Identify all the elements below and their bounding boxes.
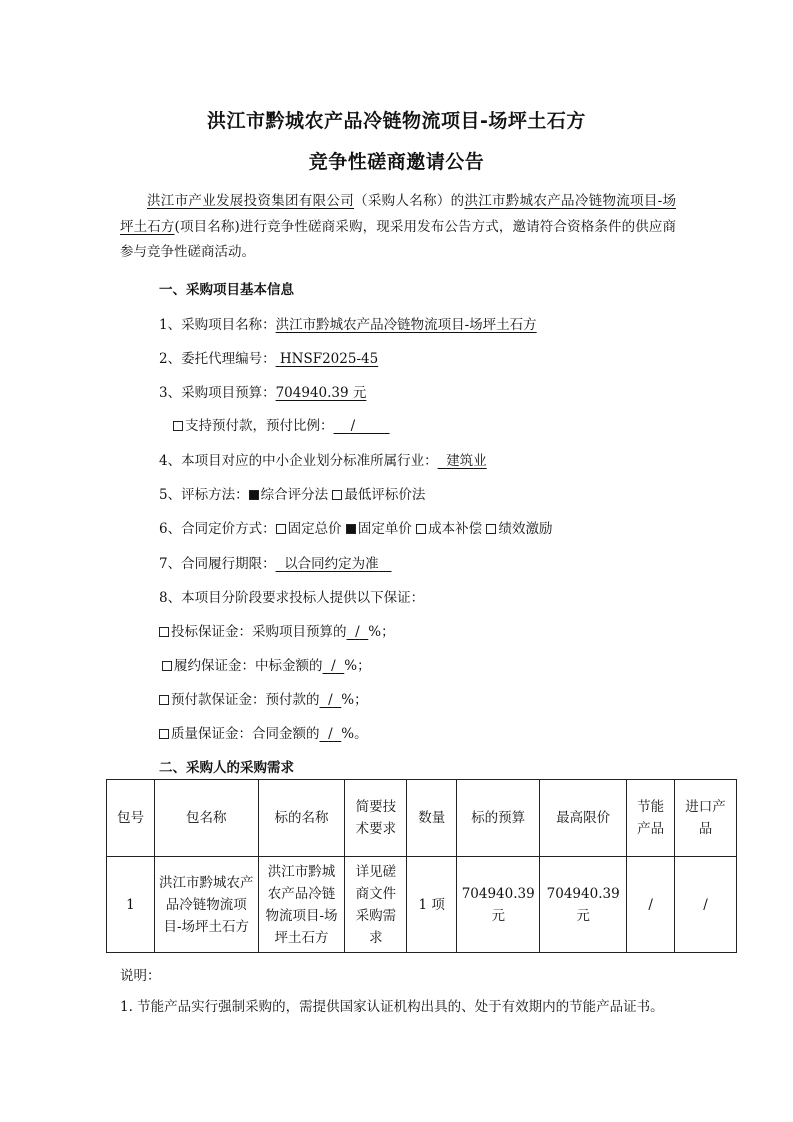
item2-value xyxy=(276,351,379,367)
section1-heading: 一、采购项目基本信息 xyxy=(159,282,294,298)
price-option3-checkbox[interactable] xyxy=(416,524,426,534)
bond-prepayment-value-text: / xyxy=(328,692,333,708)
prepay-label: 支持预付款，预付比例： xyxy=(185,418,334,434)
item5-label: 5、评标方法： xyxy=(159,487,249,503)
cell-package-name: 洪江市黔城农产品冷链物流项目-场坪土石方 xyxy=(154,857,258,953)
item4-label: 4、本项目对应的中小企业划分标准所属行业： xyxy=(159,453,438,469)
eval-option2-checkbox[interactable] xyxy=(332,490,342,500)
bond-quality xyxy=(159,722,368,742)
prepay-value xyxy=(334,418,390,434)
project-name: 洪江市黔城农产品冷链物流项目-场坪土石方 xyxy=(120,193,677,235)
eval-option2-label: 最低评标价法 xyxy=(344,487,426,503)
item-pricing-method xyxy=(159,517,552,537)
notes-label: 说明： xyxy=(120,968,161,984)
section2-heading: 二、采购人的采购需求 xyxy=(159,760,294,776)
cell-energy-saving: / xyxy=(627,857,675,953)
price-option4-label: 绩效激励 xyxy=(498,521,553,537)
header-package-name: 包名称 xyxy=(154,780,258,857)
table-header-row xyxy=(107,780,737,857)
item3-value: 704940.39 元 xyxy=(275,385,367,401)
bond-quality-checkbox[interactable] xyxy=(159,729,169,739)
prepay-checkbox[interactable] xyxy=(173,421,183,431)
document-subtitle: 竞争性磋商邀请公告 xyxy=(308,151,485,173)
cell-max-price: 704940.39元 xyxy=(540,857,627,953)
header-quantity: 数量 xyxy=(407,780,457,857)
price-option2-label: 固定单价 xyxy=(357,521,412,537)
item-industry xyxy=(159,449,487,469)
price-option3-label: 成本补偿 xyxy=(428,521,483,537)
document-title: 洪江市黔城农产品冷链物流项目-场坪土石方 xyxy=(207,110,586,132)
header-max-price: 最高限价 xyxy=(540,780,627,857)
item7-label: 7、合同履行期限： xyxy=(159,556,276,572)
item1-label: 1、采购项目名称： xyxy=(159,317,276,333)
item7-value-text: 以合同约定为准 xyxy=(284,556,379,572)
header-energy-saving: 节能产品 xyxy=(627,780,675,857)
item2-value-text: HNSF2025-45 xyxy=(279,351,379,367)
bond-performance-value-text: / xyxy=(331,658,336,674)
item-guarantees: 8、本项目分阶段要求投标人提供以下保证： xyxy=(159,590,425,606)
note-item-1: 1. 节能产品实行强制采购的，需提供国家认证机构出具的、处于有效期内的节能产品证书。 xyxy=(120,999,664,1015)
header-item-name: 标的名称 xyxy=(258,780,345,857)
cell-package-no: 1 xyxy=(107,857,155,953)
project-note: (项目名称)进行竞争性磋商采购，现采用发布公告方式，邀请符合资格条件的供应商参与竞争性磋商活动。 xyxy=(120,218,677,260)
bond-quality-value-text: / xyxy=(328,726,333,742)
intro-paragraph xyxy=(120,189,676,266)
cell-tech-req: 详见磋商文件采购需求 xyxy=(345,857,407,953)
bond-performance xyxy=(162,654,371,674)
price-option4-checkbox[interactable] xyxy=(486,524,496,534)
eval-option1-checkbox[interactable] xyxy=(249,490,259,500)
bond-bid-label: 投标保证金：采购项目预算的 xyxy=(171,624,347,640)
bond-performance-suffix: %； xyxy=(344,658,371,674)
purchaser-note: （采购人名称）的 xyxy=(354,193,465,209)
prepay-value-text: / xyxy=(350,418,356,434)
bond-quality-suffix: %。 xyxy=(341,726,368,742)
price-option1-checkbox[interactable] xyxy=(276,524,286,534)
eval-option1-label: 综合评分法 xyxy=(260,487,329,503)
bond-performance-label: 履约保证金：中标金额的 xyxy=(174,658,323,674)
header-budget: 标的预算 xyxy=(457,780,540,857)
requirements-table xyxy=(106,779,737,953)
bond-quality-label: 质量保证金：合同金额的 xyxy=(171,726,320,742)
item3-label: 3、采购项目预算： xyxy=(159,385,276,401)
price-option2-checkbox[interactable] xyxy=(346,524,356,534)
cell-quantity: 1 项 xyxy=(407,857,457,953)
item-project-name xyxy=(159,313,537,333)
header-tech-req: 简要技术要求 xyxy=(345,780,407,857)
bond-performance-checkbox[interactable] xyxy=(162,661,172,671)
item4-value xyxy=(438,453,487,469)
header-imported: 进口产品 xyxy=(675,780,737,857)
item-evaluation-method xyxy=(159,483,425,503)
header-package-no: 包号 xyxy=(107,780,155,857)
bond-prepayment-suffix: %； xyxy=(341,692,368,708)
item2-label: 2、委托代理编号： xyxy=(159,351,276,367)
item-budget xyxy=(159,381,366,401)
bond-quality-value xyxy=(320,726,342,742)
cell-imported: / xyxy=(675,857,737,953)
purchaser-name: 洪江市产业发展投资集团有限公司 xyxy=(147,193,355,209)
item-contract-period xyxy=(159,552,392,572)
bond-bid-suffix: %； xyxy=(368,624,395,640)
bond-bid xyxy=(159,620,395,640)
item6-label: 6、合同定价方式： xyxy=(159,521,276,537)
item-agency-number xyxy=(159,347,378,367)
bond-bid-value-text: / xyxy=(355,624,360,640)
bond-prepayment xyxy=(159,688,368,708)
cell-budget: 704940.39元 xyxy=(457,857,540,953)
bond-performance-value xyxy=(323,658,345,674)
bond-bid-checkbox[interactable] xyxy=(159,627,169,637)
bond-bid-value xyxy=(347,624,369,640)
bond-prepayment-label: 预付款保证金：预付款的 xyxy=(171,692,320,708)
item-prepayment xyxy=(173,414,390,434)
bond-prepayment-checkbox[interactable] xyxy=(159,695,169,705)
cell-item-name: 洪江市黔城农产品冷链物流项目-场坪土石方 xyxy=(258,857,345,953)
bond-prepayment-value xyxy=(320,692,342,708)
price-option1-label: 固定总价 xyxy=(287,521,342,537)
item1-value: 洪江市黔城农产品冷链物流项目-场坪土石方 xyxy=(275,317,537,333)
table-row xyxy=(107,857,737,953)
item7-value xyxy=(276,556,392,572)
item4-value-text: 建筑业 xyxy=(446,453,487,469)
